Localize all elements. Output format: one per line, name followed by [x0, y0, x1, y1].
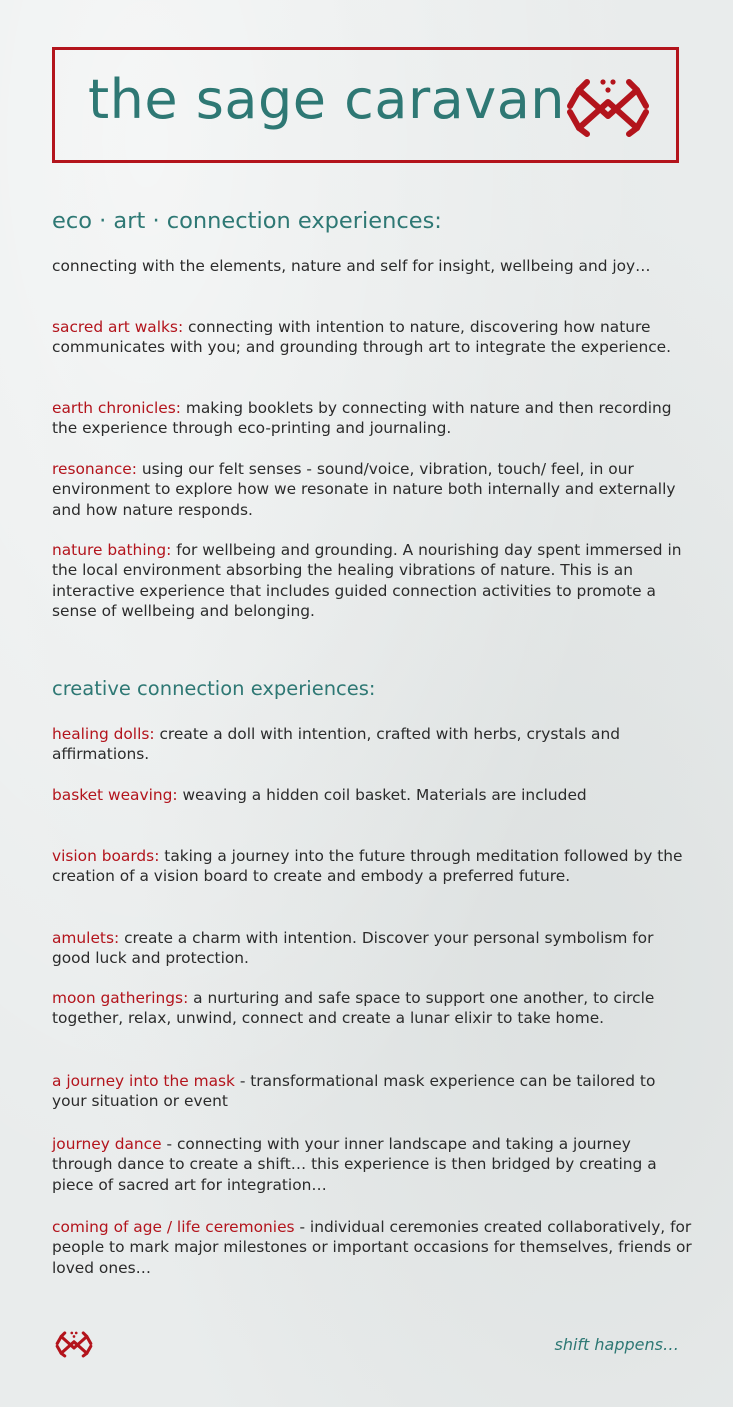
item-term: a journey into the mask — [52, 1072, 235, 1090]
item-healing-dolls — [52, 724, 692, 765]
item-text: - individual ceremonies created collaboratively, for people to mark major milestones or important occasions for themselves, friends or loved ones… — [52, 1218, 692, 1277]
item-term: nature bathing: — [52, 541, 172, 559]
section1-intro: connecting with the elements, nature and self for insight, wellbeing and joy… — [52, 257, 651, 275]
item-text: weaving a hidden coil basket. Materials are included — [177, 786, 587, 804]
item-term: moon gatherings: — [52, 989, 189, 1007]
item-text: - connecting with your inner landscape and taking a journey through dance to create a shift… this experience is then bridged by creating a piece of sacred art for integration… — [52, 1135, 657, 1194]
item-journey-into-mask — [52, 1071, 692, 1112]
item-term: basket weaving: — [52, 786, 178, 804]
item-vision-boards — [52, 846, 692, 887]
item-term: resonance: — [52, 460, 137, 478]
item-text: a nurturing and safe space to support one another, to circle together, relax, unwind, connect and create a lunar elixir to take home. — [52, 989, 655, 1028]
item-text: for wellbeing and grounding. A nourishing day spent immersed in the local environment absorbing the healing vibrations of nature. This is an interactive experience that includes guided connection activities to promote a sense of wellbeing and belonging. — [52, 541, 682, 620]
page-title: the sage caravan — [88, 68, 566, 131]
item-term: healing dolls: — [52, 725, 155, 743]
item-term: vision boards: — [52, 847, 160, 865]
item-journey-dance — [52, 1134, 692, 1195]
item-text: - transformational mask experience can be tailored to your situation or event — [52, 1072, 656, 1111]
item-text: connecting with intention to nature, discovering how nature communicates with you; and grounding through art to integrate the experience. — [52, 318, 672, 357]
item-sacred-art-walks — [52, 317, 692, 358]
item-text: taking a journey into the future through meditation followed by the creation of a vision board to create and embody a preferred future. — [52, 847, 683, 886]
item-term: journey dance — [52, 1135, 162, 1153]
item-term: amulets: — [52, 929, 120, 947]
item-term: earth chronicles: — [52, 399, 181, 417]
item-amulets — [52, 928, 692, 969]
tagline: shift happens… — [554, 1335, 679, 1354]
item-earth-chronicles — [52, 398, 692, 439]
item-text: create a charm with intention. Discover your personal symbolism for good luck and protection. — [52, 929, 654, 968]
item-term: coming of age / life ceremonies — [52, 1218, 295, 1236]
item-coming-of-age — [52, 1217, 692, 1278]
item-term: sacred art walks: — [52, 318, 184, 336]
sage-caravan-symbol-small-icon — [55, 1330, 93, 1358]
section-heading-eco-art: eco · art · connection experiences: — [52, 208, 442, 234]
item-basket-weaving — [52, 785, 692, 805]
item-nature-bathing — [52, 540, 692, 621]
item-moon-gatherings — [52, 988, 692, 1029]
item-resonance — [52, 459, 692, 520]
sage-caravan-symbol-icon — [565, 76, 651, 138]
item-text: create a doll with intention, crafted with herbs, crystals and affirmations. — [52, 725, 620, 764]
item-text: making booklets by connecting with nature and then recording the experience through eco-printing and journaling. — [52, 399, 672, 438]
item-text: using our felt senses - sound/voice, vibration, touch/ feel, in our environment to explore how we resonate in nature both internally and externally and how nature responds. — [52, 460, 676, 519]
title-box — [52, 47, 679, 163]
section-heading-creative: creative connection experiences: — [52, 677, 376, 700]
